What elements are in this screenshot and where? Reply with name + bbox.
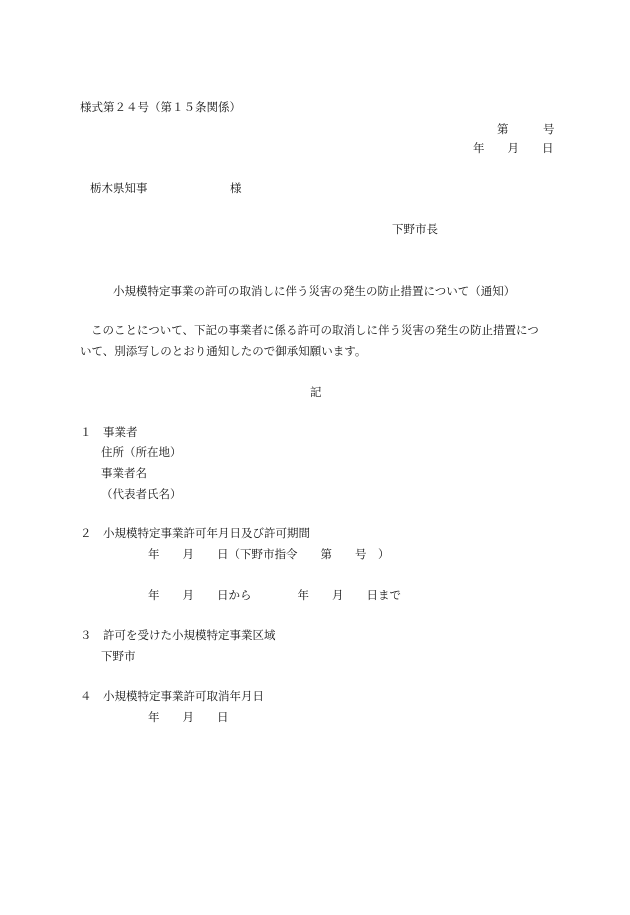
item-1-representative: （代表者氏名） [101,487,182,501]
item-1-name: 事業者名 [101,466,147,480]
item-2-permit-date: 年 月 日（下野市指令 第 号 ） [148,547,390,561]
item-2-heading: ２ 小規模特定事業許可年月日及び許可期間 [80,526,310,540]
body-line-1: このことについて、下記の事業者に係る許可の取消しに伴う災害の発生の防止措置につ [91,323,539,337]
item-1-heading: １ 事業者 [80,425,138,439]
item-4-heading: ４ 小規模特定事業許可取消年月日 [80,689,264,703]
sender-name: 下野市長 [392,222,438,236]
addressee-honorific: 様 [230,181,242,195]
document-title: 小規模特定事業の許可の取消しに伴う災害の発生の防止措置について（通知） [113,284,516,298]
item-3-area: 下野市 [101,649,136,663]
addressee-name: 栃木県知事 [90,181,148,195]
item-4-revocation-date: 年 月 日 [148,710,229,724]
issue-date: 年 月 日 [473,141,554,155]
form-number: 様式第２４号（第１５条関係） [80,100,241,114]
item-3-heading: ３ 許可を受けた小規模特定事業区域 [80,628,276,642]
ki-heading: 記 [310,385,322,399]
document-number: 第 号 [497,122,555,136]
body-line-2: いて、別添写しのとおり通知したので御承知願います。 [80,344,367,358]
item-1-address: 住所（所在地） [101,445,182,459]
item-2-permit-period: 年 月 日から 年 月 日まで [148,588,401,602]
